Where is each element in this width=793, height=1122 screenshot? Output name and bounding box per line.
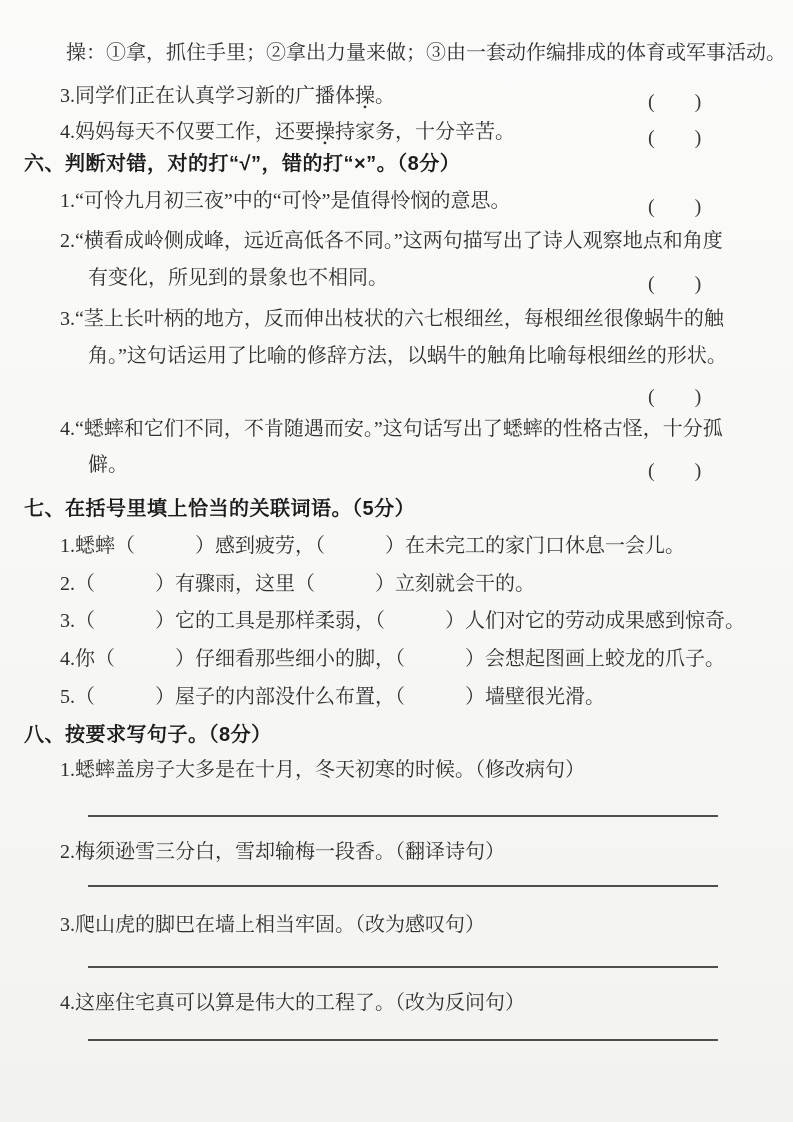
question-six-1: 1.“可怜九月初三夜”中的“可怜”是值得怜悯的意思。	[60, 190, 511, 212]
question-text: 3.同学们正在认真学习新的广播体	[60, 85, 355, 107]
section-eight-title: 八、按要求写句子。（8分）	[24, 724, 272, 746]
answer-bracket-six-4[interactable]: ( )	[648, 460, 702, 482]
question-five-3	[60, 85, 395, 107]
question-eight-1: 1.蟋蟀盖房子大多是在十月，冬天初寒的时候。（修改病句）	[60, 759, 585, 781]
question-six-3-line2: 角。”这句话运用了比喻的修辞方法，以蜗牛的触角比喻每根细丝的形状。	[88, 345, 727, 367]
answer-bracket-six-1[interactable]: ( )	[648, 196, 702, 218]
answer-bracket-six-3[interactable]: ( )	[648, 386, 702, 408]
section-six-title: 六、判断对错，对的打“√”，错的打“×”。（8分）	[24, 153, 461, 175]
question-eight-3: 3.爬山虎的脚巴在墙上相当牢固。（改为感叹句）	[60, 914, 485, 936]
answer-bracket-six-2[interactable]: ( )	[648, 273, 702, 295]
answer-writing-line-1[interactable]	[88, 815, 718, 817]
question-seven-4: 4.你（ ）仔细看那些细小的脚，（ ）会想起图画上蛟龙的爪子。	[60, 648, 725, 670]
section-seven-title: 七、在括号里填上恰当的关联词语。（5分）	[24, 498, 416, 520]
question-seven-1: 1.蟋蟀（ ）感到疲劳，（ ）在未完工的家门口休息一会儿。	[60, 535, 685, 557]
question-six-3-line1: 3.“茎上长叶柄的地方，反而伸出枝状的六七根细丝，每根细丝很像蜗牛的触	[60, 308, 724, 330]
question-seven-3: 3.（ ）它的工具是那样柔弱，（ ）人们对它的劳动成果感到惊奇。	[60, 610, 745, 632]
question-text: 4.妈妈每天不仅要工作，还要	[60, 121, 315, 143]
answer-writing-line-4[interactable]	[88, 1039, 718, 1041]
question-seven-5: 5.（ ）屋子的内部没什么布置，（ ）墙壁很光滑。	[60, 686, 605, 708]
question-text: 。	[375, 85, 395, 107]
answer-bracket-five-4[interactable]: ( )	[648, 127, 702, 149]
question-six-2-line1: 2.“横看成岭侧成峰，远近高低各不同。”这两句描写出了诗人观察地点和角度	[60, 230, 723, 252]
question-six-2-line2: 有变化，所见到的景象也不相同。	[88, 267, 388, 289]
question-five-4	[60, 121, 515, 143]
answer-bracket-five-3[interactable]: ( )	[648, 91, 702, 113]
answer-writing-line-3[interactable]	[88, 966, 718, 968]
question-text: 持家务，十分辛苦。	[335, 121, 515, 143]
emphasized-char: 操	[315, 121, 335, 143]
emphasized-char: 操	[355, 85, 375, 107]
question-eight-4: 4.这座住宅真可以算是伟大的工程了。（改为反问句）	[60, 992, 525, 1014]
answer-writing-line-2[interactable]	[88, 885, 718, 887]
question-six-4-line2: 僻。	[88, 454, 128, 476]
question-eight-2: 2.梅须逊雪三分白，雪却输梅一段香。（翻译诗句）	[60, 841, 505, 863]
question-six-4-line1: 4.“蟋蟀和它们不同，不肯随遇而安。”这句话写出了蟋蟀的性格古怪，十分孤	[60, 418, 723, 440]
word-definition-line: 操：①拿，抓住手里；②拿出力量来做；③由一套动作编排成的体育或军事活动。	[66, 42, 786, 64]
question-seven-2: 2.（ ）有骤雨，这里（ ）立刻就会干的。	[60, 573, 535, 595]
